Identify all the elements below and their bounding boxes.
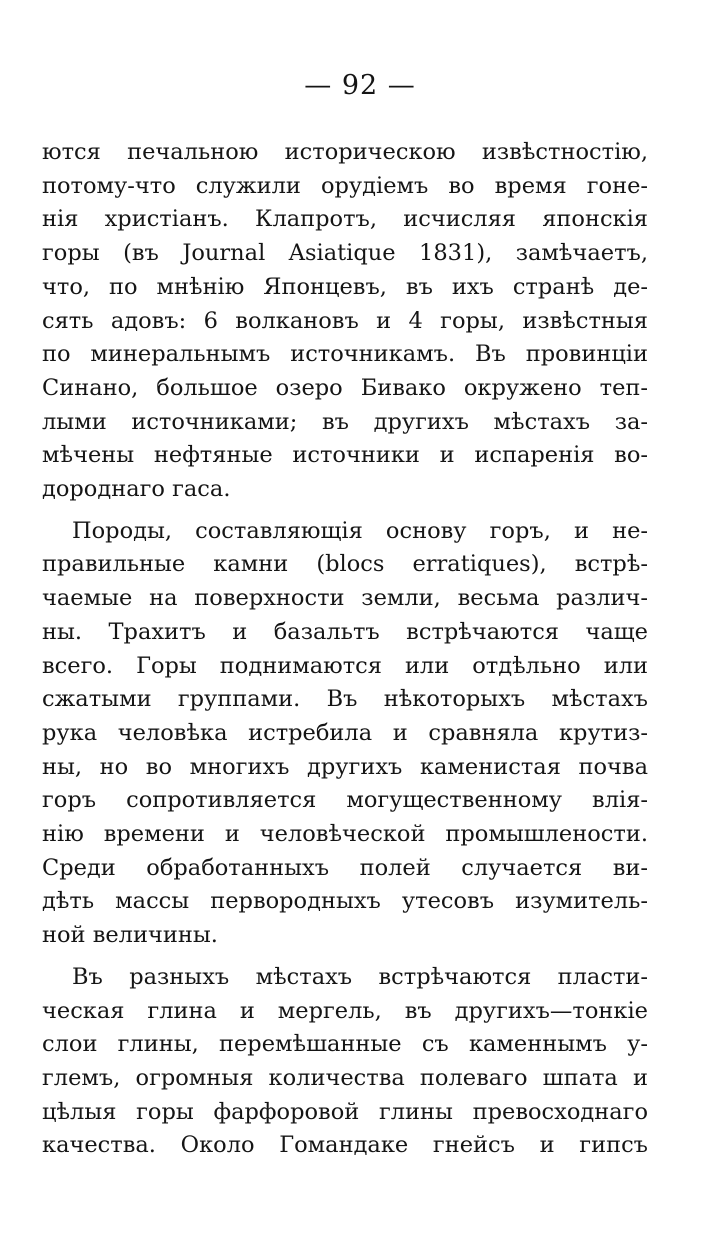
text-line: ной величины.: [42, 922, 218, 949]
text-line: ны, но во многихъ другихъ каменистая почва: [42, 753, 648, 780]
text-line: дороднаго гаса.: [42, 476, 231, 503]
page-number: — 92 —: [304, 70, 416, 101]
text-line: дѣть массы первородныхъ утесовъ изумитель-: [42, 888, 648, 915]
text-line: нію времени и человѣческой промышлености.: [42, 821, 648, 848]
text-line: всего. Горы поднимаются или отдѣльно или: [42, 652, 648, 679]
paragraph-3: [42, 961, 648, 1163]
text-line: качества. Около Гомандаке гнейсъ и гипсъ: [42, 1132, 648, 1159]
body-text: [42, 136, 648, 1163]
text-line: сжатыми группами. Въ нѣкоторыхъ мѣстахъ: [42, 686, 648, 713]
text-line: цѣлыя горы фарфоровой глины превосходнаго: [42, 1098, 648, 1125]
text-line: Синано, большое озеро Бивако окружено теп-: [42, 374, 648, 401]
text-line: правильные камни (blocs erratiques), встрѣ-: [42, 551, 648, 578]
text-line: чаемые на поверхности земли, весьма различ-: [42, 585, 648, 612]
paragraph-1: [42, 136, 648, 507]
text-line: слои глины, перемѣшанные съ каменнымъ у-: [42, 1031, 648, 1058]
text-line: нія христіанъ. Клапротъ, исчисляя японскія: [42, 206, 648, 233]
text-line: сять адовъ: 6 волкановъ и 4 горы, извѣстныя: [42, 307, 648, 334]
text-line: лыми источниками; въ другихъ мѣстахъ за-: [42, 408, 648, 435]
text-line: мѣчены нефтяные источники и испаренія во-: [42, 442, 648, 469]
text-line: что, по мнѣнію Японцевъ, въ ихъ странѣ де-: [42, 273, 648, 300]
text-line: по минеральнымъ источникамъ. Въ провинціи: [42, 341, 648, 368]
text-line: глемъ, огромныя количества полеваго шпата и: [42, 1064, 648, 1091]
text-line: рука человѣка истребила и сравняла крутиз-: [42, 719, 648, 746]
text-line: Въ разныхъ мѣстахъ встрѣчаются пласти-: [72, 963, 648, 990]
text-line: ются печальною историческою извѣстностію,: [42, 139, 648, 165]
text-line: горы (въ Journal Asiatique 1831), замѣчаетъ,: [42, 240, 648, 267]
text-line: горъ сопротивляется могущественному влія-: [42, 787, 648, 814]
text-line: Породы, составляющія основу горъ, и не-: [72, 517, 648, 544]
text-line: потому-что служили орудіемъ во время гоне-: [42, 172, 648, 199]
text-line: ны. Трахитъ и базальтъ встрѣчаются чаще: [42, 618, 648, 645]
text-line: Среди обработанныхъ полей случается ви-: [42, 854, 648, 881]
text-line: ческая глина и мергель, въ другихъ—тонкіе: [42, 997, 648, 1024]
paragraph-2: [42, 515, 648, 953]
